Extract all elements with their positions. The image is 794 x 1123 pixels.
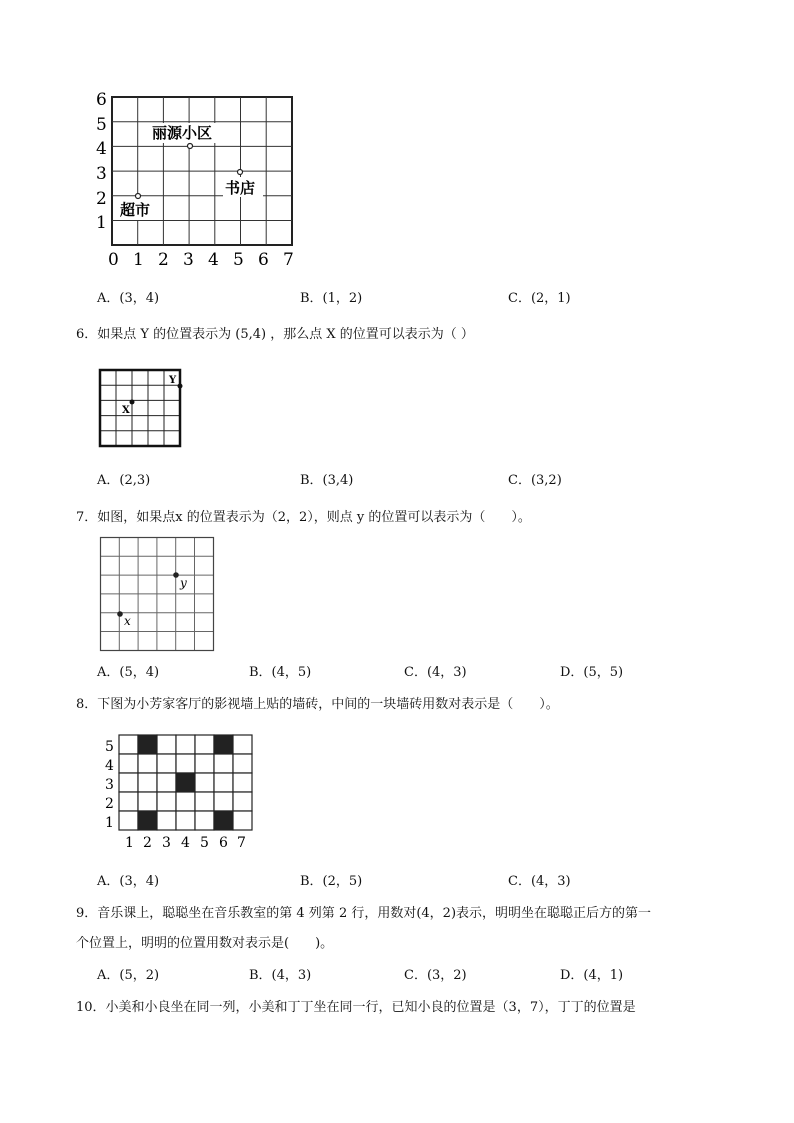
white-tile (233, 792, 252, 811)
white-tile (195, 811, 214, 830)
q8-x-tick: 4 (181, 835, 190, 851)
q8-y-tick: 5 (105, 739, 114, 755)
point-bookstore (238, 170, 243, 175)
q8-x-tick: 6 (219, 835, 228, 851)
white-tile (195, 735, 214, 754)
q6-grid-frame (100, 370, 180, 446)
white-tile (233, 754, 252, 773)
q5-x-tick: 2 (158, 250, 169, 270)
white-tile (157, 773, 176, 792)
white-tile (214, 773, 233, 792)
dark-tile (138, 811, 157, 830)
q9-option-b[interactable]: B．(4，3) (249, 968, 312, 983)
q6-option-b[interactable]: B．(3,4) (300, 473, 354, 488)
white-tile (119, 773, 138, 792)
q7-grid-figure (100, 537, 216, 653)
q7-option-c[interactable]: C．(4，3) (404, 665, 467, 680)
q8-option-c[interactable]: C．(4，3) (508, 874, 571, 889)
white-tile (157, 811, 176, 830)
q5-grid-figure (90, 85, 310, 275)
white-tile (214, 754, 233, 773)
white-tile (119, 754, 138, 773)
q8-x-ticks (125, 835, 246, 851)
q5-y-ticks (96, 90, 107, 233)
white-tile (233, 811, 252, 830)
q9-question-line1: 9．音乐课上，聪聪坐在音乐教室的第 4 列第 2 行，用数对(4，2)表示，明明坐在聪聪正后方的第一 (76, 906, 652, 921)
q8-y-ticks (105, 739, 114, 831)
white-tile (195, 773, 214, 792)
q5-x-tick: 1 (133, 250, 144, 270)
q9-question-line2: 个位置上，明明的位置用数对表示是( )。 (76, 936, 334, 951)
q5-option-b[interactable]: B．(1，2) (300, 291, 363, 306)
q5-grid-lines (112, 97, 292, 245)
point-supermarket (136, 194, 141, 199)
q7-option-b[interactable]: B．(4，5) (249, 665, 312, 680)
white-tile (119, 792, 138, 811)
white-tile (157, 735, 176, 754)
q6-grid-lines (100, 370, 180, 446)
q6-point-y-label: Y (169, 375, 177, 386)
q5-y-tick: 1 (96, 213, 107, 233)
q8-tile-wall-figure (100, 732, 260, 852)
point-community (188, 144, 193, 149)
q8-x-tick: 7 (237, 835, 246, 851)
place-label-bookstore: 书店 (225, 179, 256, 197)
q8-y-tick: 2 (105, 796, 114, 812)
white-tile (176, 735, 195, 754)
q5-option-c[interactable]: C．(2，1) (508, 291, 571, 306)
q8-question-text: 8．下图为小芳家客厅的影视墙上贴的墙砖，中间的一块墙砖用数对表示是（ ）。 (76, 697, 559, 712)
q7-option-d[interactable]: D．(5，5) (560, 665, 624, 680)
white-tile (138, 792, 157, 811)
q7-question-text: 7．如图，如果点x 的位置表示为（2，2），则点 y 的位置可以表示为（ ）。 (76, 510, 531, 525)
place-label-community: 丽源小区 (152, 124, 213, 142)
q8-x-tick: 3 (162, 835, 171, 851)
q6-grid-figure (98, 368, 184, 450)
white-tile (233, 735, 252, 754)
dark-tile (176, 773, 195, 792)
q8-y-tick: 3 (105, 777, 114, 793)
white-tile (195, 754, 214, 773)
q5-y-tick: 3 (96, 164, 107, 184)
white-tile (176, 811, 195, 830)
q8-option-b[interactable]: B．(2，5) (300, 874, 363, 889)
q8-tiles (119, 735, 252, 830)
q5-x-tick: 4 (208, 250, 219, 270)
q5-y-tick: 4 (96, 139, 107, 159)
q6-point-x (130, 400, 135, 405)
white-tile (176, 792, 195, 811)
q7-option-a[interactable]: A．(5，4) (97, 665, 160, 680)
q7-point-y-label: y (180, 576, 187, 590)
q8-y-tick: 1 (105, 815, 114, 831)
dark-tile (214, 735, 233, 754)
q5-x-tick: 7 (283, 250, 294, 270)
dark-tile (214, 811, 233, 830)
q6-point-x-label: X (122, 405, 130, 416)
white-tile (157, 792, 176, 811)
q8-x-tick: 5 (200, 835, 209, 851)
q5-y-tick: 6 (96, 90, 107, 110)
q6-option-a[interactable]: A．(2,3) (97, 473, 151, 488)
q6-question-text: 6．如果点 Y 的位置表示为 (5,4) ，那么点 X 的位置可以表示为（ ） (76, 327, 474, 342)
white-tile (119, 735, 138, 754)
q8-x-tick: 2 (143, 835, 152, 851)
q8-option-a[interactable]: A．(3，4) (97, 874, 160, 889)
white-tile (138, 754, 157, 773)
q5-x-tick: 0 (108, 250, 119, 270)
q7-point-y (173, 572, 179, 578)
q7-point-x (117, 611, 123, 617)
white-tile (195, 792, 214, 811)
white-tile (138, 773, 157, 792)
q6-option-c[interactable]: C．(3,2) (508, 473, 562, 488)
q6-point-y (178, 384, 183, 389)
q10-question-text: 10．小美和小良坐在同一列，小美和丁丁坐在同一行，已知小良的位置是（3，7），丁丁的位置是 (76, 1000, 636, 1015)
place-label-supermarket: 超市 (120, 201, 151, 219)
q5-x-tick: 3 (183, 250, 194, 270)
q5-y-tick: 5 (96, 115, 107, 135)
q5-x-tick: 5 (233, 250, 244, 270)
q5-y-tick: 2 (96, 189, 107, 209)
white-tile (157, 754, 176, 773)
dark-tile (138, 735, 157, 754)
white-tile (214, 792, 233, 811)
q5-x-tick: 6 (258, 250, 269, 270)
q9-option-d[interactable]: D．(4，1) (560, 968, 624, 983)
q5-option-a[interactable]: A．(3，4) (97, 291, 160, 306)
q8-y-tick: 4 (105, 758, 114, 774)
q5-x-ticks (108, 250, 294, 270)
white-tile (119, 811, 138, 830)
q7-grid-lines (101, 538, 214, 651)
white-tile (233, 773, 252, 792)
q7-point-x-label: x (124, 614, 131, 628)
white-tile (176, 754, 195, 773)
q9-option-c[interactable]: C．(3，2) (404, 968, 467, 983)
q8-x-tick: 1 (125, 835, 134, 851)
q9-option-a[interactable]: A．(5，2) (97, 968, 160, 983)
